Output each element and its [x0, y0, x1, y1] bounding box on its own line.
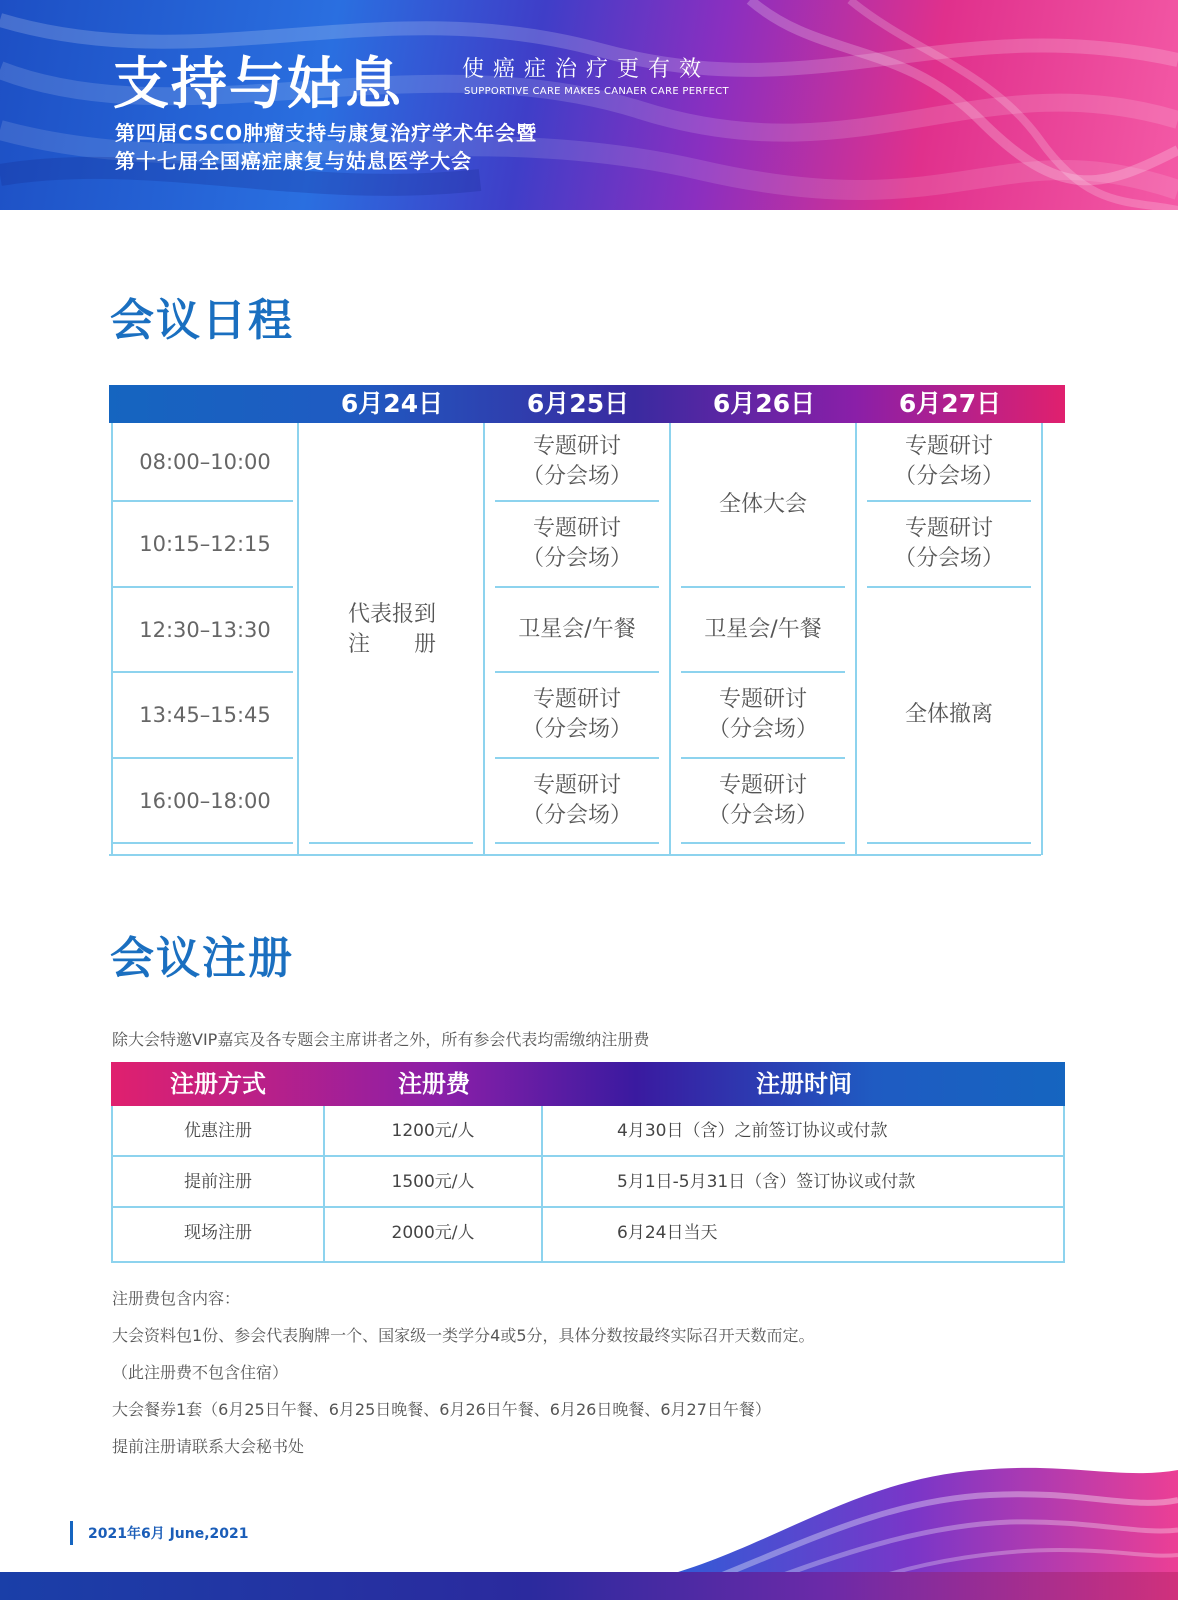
registration-type: 提前注册	[184, 1172, 252, 1192]
session-registration	[299, 588, 485, 671]
registration-time: 5月1日-5月31日（含）签订协议或付款	[617, 1172, 916, 1192]
time-slot-4: 13:45–15:45	[139, 703, 271, 727]
date-header-0626: 6月26日	[712, 389, 816, 418]
registration-title: 会议注册	[110, 933, 294, 984]
registration-type: 现场注册	[184, 1223, 252, 1243]
registration-note: 除大会特邀VIP嘉宾及各专题会主席讲者之外，所有参会代表均需缴纳注册费	[112, 1030, 650, 1049]
session-0627-slot1	[857, 423, 1041, 500]
brand-slogan-english: SUPPORTIVE CARE MAKES CANAER CARE PERFECT	[464, 86, 729, 97]
column-header-time: 注册时间	[756, 1070, 852, 1098]
footer-date: 2021年6月 June,2021	[88, 1526, 249, 1542]
includes-item: 大会资料包1份、参会代表胸牌一个、国家级一类学分4或5分，具体分数按最终实际召开天数而定。	[112, 1326, 815, 1345]
session-0625-slot5	[485, 759, 669, 842]
session-label: 专题研讨	[904, 516, 993, 541]
footer-strip	[0, 1572, 1178, 1600]
session-sublabel: （分会场）	[893, 463, 1004, 489]
session-0627-slot2	[857, 502, 1041, 586]
table-row	[113, 1106, 1063, 1156]
table-bottom-line	[109, 854, 1041, 856]
session-sublabel: （分会场）	[521, 546, 632, 571]
session-0627-departure: 全体撤离	[904, 702, 993, 727]
session-label: 注 册	[347, 631, 436, 657]
session-sublabel: （分会场）	[521, 463, 632, 489]
grid-line	[113, 842, 293, 844]
session-label: 专题研讨	[718, 772, 807, 798]
registration-table	[111, 1062, 1065, 1263]
table-row	[113, 1157, 1063, 1207]
registration-fee: 2000元/人	[391, 1223, 475, 1243]
session-label: 专题研讨	[532, 687, 621, 712]
session-sublabel: （分会场）	[707, 717, 818, 742]
includes-heading: 注册费包含内容：	[112, 1289, 241, 1308]
registration-header-row	[111, 1062, 1065, 1106]
registration-time: 4月30日（含）之前签订协议或付款	[617, 1121, 888, 1141]
session-0625-slot4	[485, 673, 669, 757]
registration-type: 优惠注册	[184, 1121, 252, 1141]
table-row	[113, 1208, 1063, 1258]
date-header-0627: 6月27日	[898, 389, 1002, 418]
grid-line	[309, 842, 473, 844]
session-sublabel: （分会场）	[521, 802, 632, 828]
session-0625-slot3: 卫星会/午餐	[518, 616, 636, 642]
session-0626-plenary: 全体大会	[718, 491, 807, 517]
session-label: 专题研讨	[904, 433, 993, 459]
registration-body	[111, 1106, 1065, 1263]
session-0626-slot3: 卫星会/午餐	[704, 616, 822, 642]
grid-line	[1041, 423, 1043, 855]
footer-wave-decoration	[650, 1440, 1178, 1580]
session-sublabel: （分会场）	[521, 717, 632, 742]
session-sublabel: （分会场）	[707, 802, 818, 828]
session-sublabel: （分会场）	[893, 546, 1004, 571]
includes-item: 大会餐券1套（6月25日午餐、6月25日晚餐、6月26日午餐、6月26日晚餐、6月27日午餐）	[112, 1400, 771, 1419]
schedule-title: 会议日程	[110, 295, 294, 346]
registration-time: 6月24日当天	[617, 1223, 718, 1243]
session-0625-slot1	[485, 423, 669, 500]
grid-line	[867, 842, 1031, 844]
registration-fee: 1500元/人	[391, 1172, 475, 1192]
column-header-fee: 注册费	[398, 1070, 470, 1098]
conference-name-line-2: 第十七届全国癌症康复与姑息医学大会	[115, 149, 472, 173]
date-header-0625: 6月25日	[526, 389, 630, 418]
session-label: 专题研讨	[532, 772, 621, 798]
registration-fee: 1200元/人	[391, 1121, 475, 1141]
footer-accent-bar	[70, 1521, 73, 1545]
session-label: 专题研讨	[532, 516, 621, 541]
session-0626-slot5	[671, 759, 855, 842]
brand-title: 支持与姑息	[113, 52, 403, 117]
time-slot-3: 12:30–13:30	[139, 617, 271, 642]
schedule-table	[109, 385, 1065, 873]
grid-line	[681, 842, 845, 844]
grid-line	[495, 842, 659, 844]
time-slot-5: 16:00–18:00	[139, 788, 271, 813]
session-0625-slot2	[485, 502, 669, 586]
column-header-type: 注册方式	[170, 1070, 266, 1098]
brand-slogan: 使癌症治疗更有效	[462, 57, 711, 82]
session-label: 专题研讨	[532, 433, 621, 459]
conference-name-line-1: 第四届CSCO肿瘤支持与康复治疗学术年会暨	[115, 121, 538, 145]
time-slot-2: 10:15–12:15	[139, 532, 271, 556]
header-banner	[0, 0, 1178, 210]
schedule-header-row	[109, 385, 1065, 423]
session-label: 代表报到	[347, 601, 436, 627]
includes-item: （此注册费不包含住宿）	[112, 1363, 289, 1382]
time-slot-1: 08:00–10:00	[139, 449, 271, 474]
session-0626-slot4	[671, 673, 855, 757]
date-header-0624: 6月24日	[340, 389, 444, 418]
includes-item: 提前注册请联系大会秘书处	[112, 1437, 305, 1456]
registration-includes	[112, 1280, 815, 1465]
session-label: 专题研讨	[718, 687, 807, 712]
